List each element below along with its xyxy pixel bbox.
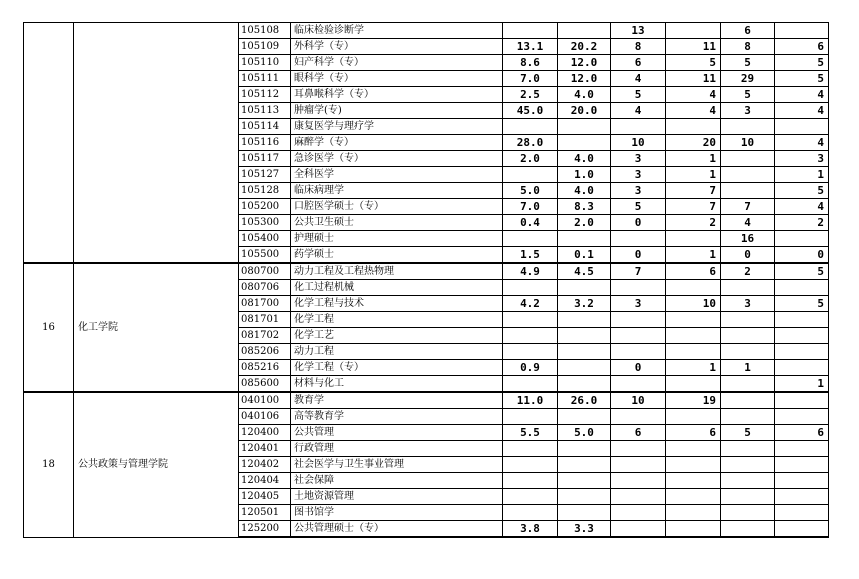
value-col-1: 4.9 (503, 263, 558, 280)
value-col-5: 6 (721, 23, 775, 39)
major-name: 妇产科学（专） (291, 55, 503, 71)
major-name: 教育学 (291, 392, 503, 409)
value-col-1: 4.2 (503, 296, 558, 312)
major-code: 080706 (239, 280, 291, 296)
value-col-5 (721, 167, 775, 183)
value-col-3 (611, 231, 666, 247)
major-name: 化学工程 (291, 312, 503, 328)
value-col-6: 2 (775, 215, 829, 231)
major-code: 105110 (239, 55, 291, 71)
value-col-3 (611, 376, 666, 393)
value-col-4 (666, 409, 721, 425)
value-col-2 (558, 23, 611, 39)
value-col-2 (558, 409, 611, 425)
value-col-6: 5 (775, 263, 829, 280)
value-col-3: 7 (611, 263, 666, 280)
value-col-2: 20.2 (558, 39, 611, 55)
value-col-3: 0 (611, 215, 666, 231)
value-col-1 (503, 119, 558, 135)
value-col-4 (666, 312, 721, 328)
value-col-4: 1 (666, 151, 721, 167)
major-code: 040100 (239, 392, 291, 409)
value-col-2: 2.0 (558, 215, 611, 231)
value-col-2 (558, 441, 611, 457)
value-col-4: 4 (666, 103, 721, 119)
value-col-4 (666, 489, 721, 505)
value-col-1 (503, 457, 558, 473)
major-code: 040106 (239, 409, 291, 425)
value-col-5: 29 (721, 71, 775, 87)
value-col-6 (775, 119, 829, 135)
value-col-3: 6 (611, 425, 666, 441)
value-col-6: 6 (775, 39, 829, 55)
value-col-3: 5 (611, 87, 666, 103)
value-col-5 (721, 119, 775, 135)
value-col-2 (558, 312, 611, 328)
value-col-4 (666, 505, 721, 521)
major-code: 081701 (239, 312, 291, 328)
value-col-5 (721, 505, 775, 521)
major-name: 全科医学 (291, 167, 503, 183)
value-col-2: 3.3 (558, 521, 611, 538)
major-name: 土地资源管理 (291, 489, 503, 505)
value-col-5: 2 (721, 263, 775, 280)
value-col-3 (611, 521, 666, 538)
value-col-2: 4.0 (558, 183, 611, 199)
value-col-5 (721, 441, 775, 457)
major-code: 105127 (239, 167, 291, 183)
value-col-4 (666, 521, 721, 538)
value-col-2: 1.0 (558, 167, 611, 183)
value-col-4 (666, 376, 721, 393)
major-name: 图书馆学 (291, 505, 503, 521)
data-sheet (23, 22, 829, 538)
value-col-6 (775, 409, 829, 425)
value-col-2 (558, 473, 611, 489)
value-col-4: 1 (666, 167, 721, 183)
value-col-6 (775, 441, 829, 457)
value-col-6: 6 (775, 425, 829, 441)
value-col-4: 7 (666, 199, 721, 215)
major-code: 105128 (239, 183, 291, 199)
major-name: 化学工艺 (291, 328, 503, 344)
value-col-1 (503, 328, 558, 344)
major-code: 105112 (239, 87, 291, 103)
value-col-2 (558, 505, 611, 521)
value-col-4: 19 (666, 392, 721, 409)
value-col-2: 12.0 (558, 71, 611, 87)
value-col-3: 3 (611, 167, 666, 183)
major-code: 105200 (239, 199, 291, 215)
major-name: 口腔医学硕士（专） (291, 199, 503, 215)
value-col-4 (666, 280, 721, 296)
major-name: 外科学（专） (291, 39, 503, 55)
major-code: 120501 (239, 505, 291, 521)
value-col-1 (503, 167, 558, 183)
major-code: 105111 (239, 71, 291, 87)
value-col-4: 1 (666, 360, 721, 376)
value-col-6 (775, 280, 829, 296)
table-row (24, 263, 829, 280)
college-number: 18 (24, 392, 74, 537)
value-col-6 (775, 360, 829, 376)
major-name: 临床检验诊断学 (291, 23, 503, 39)
major-code: 081702 (239, 328, 291, 344)
value-col-5 (721, 457, 775, 473)
major-code: 105400 (239, 231, 291, 247)
value-col-6: 0 (775, 247, 829, 264)
major-code: 120404 (239, 473, 291, 489)
major-name: 麻醉学（专） (291, 135, 503, 151)
college-name: 化工学院 (74, 263, 239, 392)
value-col-1: 7.0 (503, 199, 558, 215)
major-code: 105500 (239, 247, 291, 264)
major-name: 康复医学与理疗学 (291, 119, 503, 135)
value-col-2 (558, 135, 611, 151)
value-col-1 (503, 409, 558, 425)
value-col-4 (666, 119, 721, 135)
value-col-3 (611, 328, 666, 344)
value-col-5 (721, 521, 775, 538)
value-col-2: 5.0 (558, 425, 611, 441)
value-col-5 (721, 409, 775, 425)
value-col-2 (558, 489, 611, 505)
value-col-5: 3 (721, 296, 775, 312)
major-code: 105116 (239, 135, 291, 151)
value-col-6: 1 (775, 167, 829, 183)
value-col-2: 4.5 (558, 263, 611, 280)
value-col-1 (503, 23, 558, 39)
major-name: 社会保障 (291, 473, 503, 489)
major-name: 耳鼻喉科学（专） (291, 87, 503, 103)
value-col-3: 10 (611, 135, 666, 151)
value-col-6 (775, 344, 829, 360)
value-col-2 (558, 231, 611, 247)
value-col-6: 4 (775, 103, 829, 119)
value-col-3 (611, 409, 666, 425)
value-col-3 (611, 119, 666, 135)
college-number (24, 23, 74, 264)
major-code: 105113 (239, 103, 291, 119)
value-col-1 (503, 280, 558, 296)
value-col-4: 20 (666, 135, 721, 151)
major-name: 高等教育学 (291, 409, 503, 425)
value-col-4 (666, 344, 721, 360)
value-col-1: 11.0 (503, 392, 558, 409)
value-col-3 (611, 505, 666, 521)
value-col-1 (503, 505, 558, 521)
value-col-3: 3 (611, 151, 666, 167)
value-col-3: 0 (611, 247, 666, 264)
value-col-3 (611, 344, 666, 360)
value-col-1 (503, 489, 558, 505)
major-code: 120402 (239, 457, 291, 473)
value-col-1: 0.4 (503, 215, 558, 231)
major-name: 社会医学与卫生事业管理 (291, 457, 503, 473)
value-col-1 (503, 441, 558, 457)
value-col-6: 4 (775, 87, 829, 103)
value-col-6 (775, 328, 829, 344)
major-name: 临床病理学 (291, 183, 503, 199)
statistics-table (23, 22, 829, 538)
value-col-6 (775, 457, 829, 473)
major-code: 120400 (239, 425, 291, 441)
value-col-1 (503, 231, 558, 247)
value-col-5 (721, 312, 775, 328)
major-name: 动力工程 (291, 344, 503, 360)
value-col-6: 4 (775, 199, 829, 215)
value-col-2 (558, 457, 611, 473)
value-col-4 (666, 23, 721, 39)
value-col-5 (721, 489, 775, 505)
value-col-2: 3.2 (558, 296, 611, 312)
major-name: 护理硕士 (291, 231, 503, 247)
major-code: 105114 (239, 119, 291, 135)
value-col-5 (721, 376, 775, 393)
value-col-5: 10 (721, 135, 775, 151)
value-col-5: 8 (721, 39, 775, 55)
value-col-5 (721, 392, 775, 409)
value-col-4: 10 (666, 296, 721, 312)
value-col-3 (611, 312, 666, 328)
value-col-1: 45.0 (503, 103, 558, 119)
value-col-5 (721, 183, 775, 199)
major-name: 行政管理 (291, 441, 503, 457)
major-name: 化学工程（专） (291, 360, 503, 376)
major-code: 120405 (239, 489, 291, 505)
value-col-2: 4.0 (558, 87, 611, 103)
value-col-3: 3 (611, 183, 666, 199)
value-col-6: 3 (775, 151, 829, 167)
value-col-2: 12.0 (558, 55, 611, 71)
value-col-4: 6 (666, 263, 721, 280)
value-col-3: 5 (611, 199, 666, 215)
value-col-4: 1 (666, 247, 721, 264)
value-col-2: 26.0 (558, 392, 611, 409)
value-col-6 (775, 521, 829, 538)
major-name: 化工过程机械 (291, 280, 503, 296)
value-col-2: 8.3 (558, 199, 611, 215)
value-col-6: 1 (775, 376, 829, 393)
value-col-5: 5 (721, 87, 775, 103)
major-code: 085216 (239, 360, 291, 376)
value-col-3: 4 (611, 71, 666, 87)
major-name: 公共管理 (291, 425, 503, 441)
major-name: 动力工程及工程热物理 (291, 263, 503, 280)
value-col-6 (775, 23, 829, 39)
value-col-4: 6 (666, 425, 721, 441)
value-col-2 (558, 344, 611, 360)
value-col-4: 5 (666, 55, 721, 71)
value-col-3: 8 (611, 39, 666, 55)
value-col-6: 5 (775, 71, 829, 87)
value-col-1: 1.5 (503, 247, 558, 264)
major-name: 化学工程与技术 (291, 296, 503, 312)
value-col-1: 2.5 (503, 87, 558, 103)
value-col-2: 4.0 (558, 151, 611, 167)
value-col-6: 5 (775, 183, 829, 199)
value-col-3: 3 (611, 296, 666, 312)
value-col-2 (558, 360, 611, 376)
college-name (74, 23, 239, 264)
major-name: 材料与化工 (291, 376, 503, 393)
major-code: 105108 (239, 23, 291, 39)
value-col-4: 11 (666, 71, 721, 87)
value-col-6 (775, 505, 829, 521)
value-col-2 (558, 328, 611, 344)
value-col-1: 0.9 (503, 360, 558, 376)
major-code: 081700 (239, 296, 291, 312)
major-name: 药学硕士 (291, 247, 503, 264)
value-col-5 (721, 328, 775, 344)
major-code: 105117 (239, 151, 291, 167)
value-col-5: 7 (721, 199, 775, 215)
major-name: 公共卫生硕士 (291, 215, 503, 231)
value-col-2 (558, 280, 611, 296)
value-col-6 (775, 473, 829, 489)
value-col-1: 3.8 (503, 521, 558, 538)
value-col-4 (666, 457, 721, 473)
value-col-2 (558, 376, 611, 393)
value-col-3: 13 (611, 23, 666, 39)
value-col-3: 4 (611, 103, 666, 119)
value-col-3: 10 (611, 392, 666, 409)
value-col-1 (503, 312, 558, 328)
value-col-4 (666, 328, 721, 344)
value-col-3 (611, 489, 666, 505)
value-col-5: 3 (721, 103, 775, 119)
value-col-4: 2 (666, 215, 721, 231)
value-col-3 (611, 457, 666, 473)
major-code: 105109 (239, 39, 291, 55)
major-name: 急诊医学（专） (291, 151, 503, 167)
major-code: 080700 (239, 263, 291, 280)
value-col-6 (775, 392, 829, 409)
value-col-3: 0 (611, 360, 666, 376)
value-col-5: 1 (721, 360, 775, 376)
value-col-5: 5 (721, 425, 775, 441)
value-col-4: 11 (666, 39, 721, 55)
value-col-3 (611, 280, 666, 296)
value-col-4: 7 (666, 183, 721, 199)
value-col-6 (775, 489, 829, 505)
value-col-1: 28.0 (503, 135, 558, 151)
value-col-6: 5 (775, 55, 829, 71)
value-col-1 (503, 376, 558, 393)
value-col-3 (611, 441, 666, 457)
value-col-2: 0.1 (558, 247, 611, 264)
value-col-3 (611, 473, 666, 489)
value-col-5: 5 (721, 55, 775, 71)
value-col-1: 13.1 (503, 39, 558, 55)
value-col-5 (721, 280, 775, 296)
major-code: 125200 (239, 521, 291, 538)
major-name: 公共管理硕士（专） (291, 521, 503, 538)
value-col-6 (775, 312, 829, 328)
value-col-1 (503, 473, 558, 489)
major-name: 肿瘤学(专) (291, 103, 503, 119)
major-code: 120401 (239, 441, 291, 457)
value-col-1: 5.5 (503, 425, 558, 441)
value-col-2 (558, 119, 611, 135)
value-col-1: 7.0 (503, 71, 558, 87)
value-col-4 (666, 473, 721, 489)
value-col-3: 6 (611, 55, 666, 71)
value-col-1 (503, 344, 558, 360)
value-col-5 (721, 151, 775, 167)
table-row (24, 23, 829, 39)
value-col-6: 4 (775, 135, 829, 151)
value-col-6: 5 (775, 296, 829, 312)
value-col-5: 16 (721, 231, 775, 247)
value-col-4 (666, 441, 721, 457)
major-name: 眼科学（专） (291, 71, 503, 87)
value-col-1: 5.0 (503, 183, 558, 199)
college-number: 16 (24, 263, 74, 392)
value-col-5: 4 (721, 215, 775, 231)
value-col-4 (666, 231, 721, 247)
major-code: 085206 (239, 344, 291, 360)
table-row (24, 392, 829, 409)
value-col-6 (775, 231, 829, 247)
major-code: 085600 (239, 376, 291, 393)
value-col-4: 4 (666, 87, 721, 103)
value-col-5 (721, 473, 775, 489)
value-col-2: 20.0 (558, 103, 611, 119)
value-col-1: 2.0 (503, 151, 558, 167)
value-col-1: 8.6 (503, 55, 558, 71)
college-name: 公共政策与管理学院 (74, 392, 239, 537)
value-col-5 (721, 344, 775, 360)
major-code: 105300 (239, 215, 291, 231)
value-col-5: 0 (721, 247, 775, 264)
